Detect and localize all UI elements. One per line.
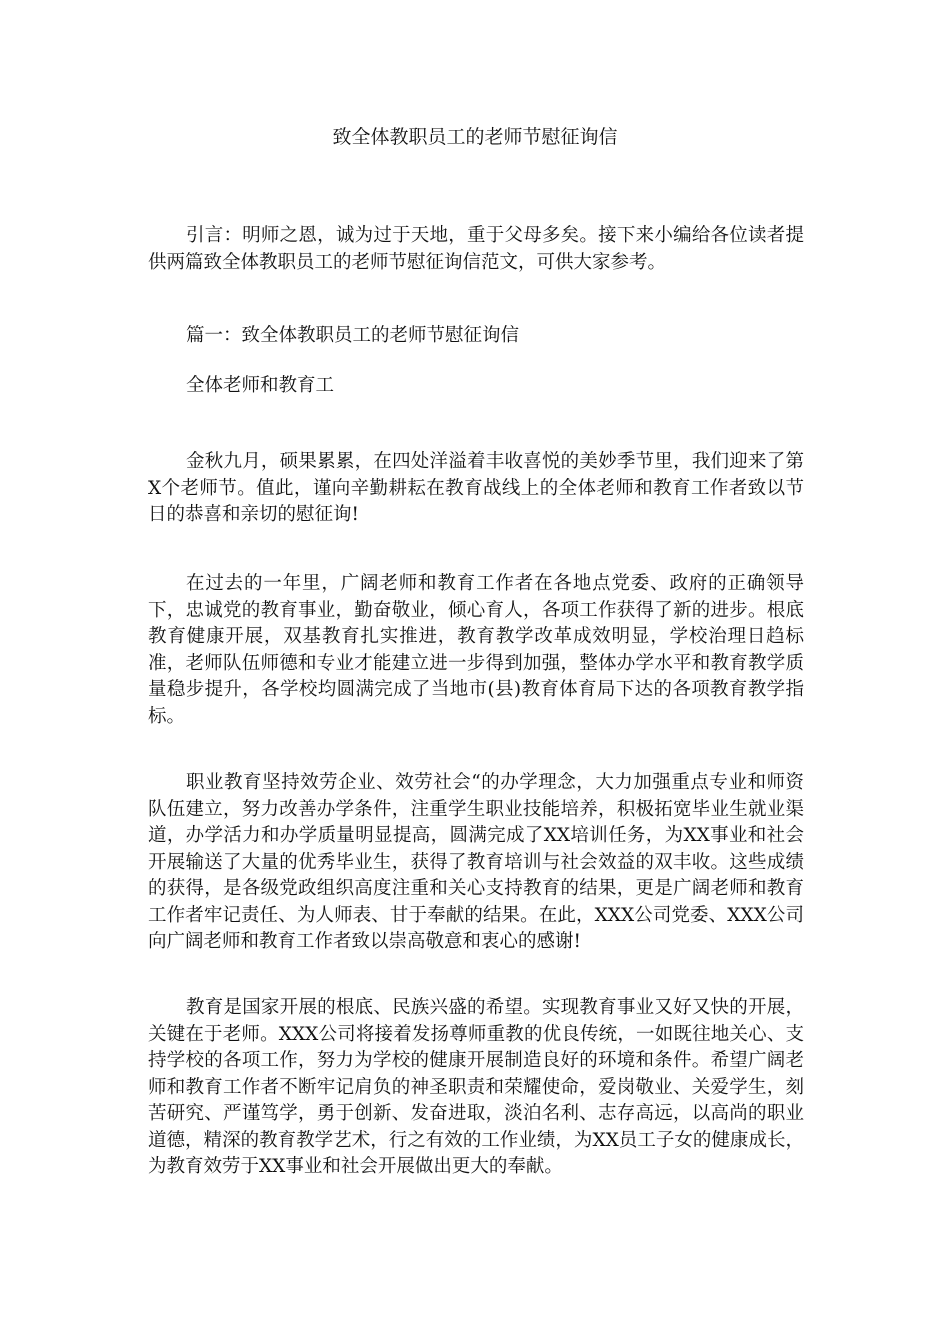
body-paragraph-4: 教育是国家开展的根底、民族兴盛的希望。实现教育事业又好又快的开展，关键在于老师。XXX公司将接着发扬尊师重教的优良传统，一如既往地关心、支持学校的各项工作，努力为学校的健康开展制造良好的环境和条件。希望广阔老师和教育工作者不断牢记肩负的神圣职责和荣耀使命，爱岗敬业、关爱学生，刻苦研究、严谨笃学，勇于创新、发奋进取，淡泊名利、志存高远，以高尚的职业道德，精深的教育教学艺术，行之有效的工作业绩，为XX员工子女的健康成长，为教育效劳于XX事业和社会开展做出更大的奉献。 [148, 997, 804, 1177]
intro-paragraph: 引言：明师之恩，诚为过于天地，重于父母多矣。接下来小编给各位读者提供两篇致全体教职员工的老师节慰征询信范文，可供大家参考。 [148, 225, 804, 273]
section-title: 篇一：致全体教职员工的老师节慰征询信 [186, 325, 520, 346]
body-paragraph-2: 在过去的一年里，广阔老师和教育工作者在各地点党委、政府的正确领导下，忠诚党的教育事业，勤奋敬业，倾心育人，各项工作获得了新的进步。根底教育健康开展，双基教育扎实推进，教育教学改革成效明显，学校治理日趋标准，老师队伍师德和专业才能建立进一步得到加强，整体办学水平和教育教学质量稳步提升，各学校均圆满完成了当地市(县)教育体育局下达的各项教育教学指标。 [148, 573, 804, 727]
body-paragraph-3: 职业教育坚持效劳企业、效劳社会“的办学理念，大力加强重点专业和师资队伍建立，努力改善办学条件，注重学生职业技能培养，积极拓宽毕业生就业渠道，办学活力和办学质量明显提高，圆满完成了XX培训任务，为XX事业和社会开展输送了大量的优秀毕业生，获得了教育培训与社会效益的双丰收。这些成绩的获得，是各级党政组织高度注重和关心支持教育的结果，更是广阔老师和教育工作者牢记责任、为人师表、甘于奉献的结果。在此，XXX公司党委、XXX公司向广阔老师和教育工作者致以崇高敬意和衷心的感谢! [148, 772, 804, 952]
document-title: 致全体教职员工的老师节慰征询信 [332, 126, 618, 148]
body-paragraph-1: 金秋九月，硕果累累，在四处洋溢着丰收喜悦的美妙季节里，我们迎来了第X个老师节。值此，谨向辛勤耕耘在教育战线上的全体老师和教育工作者致以节日的恭喜和亲切的慰征询! [148, 451, 804, 525]
salutation: 全体老师和教育工 [186, 375, 335, 396]
